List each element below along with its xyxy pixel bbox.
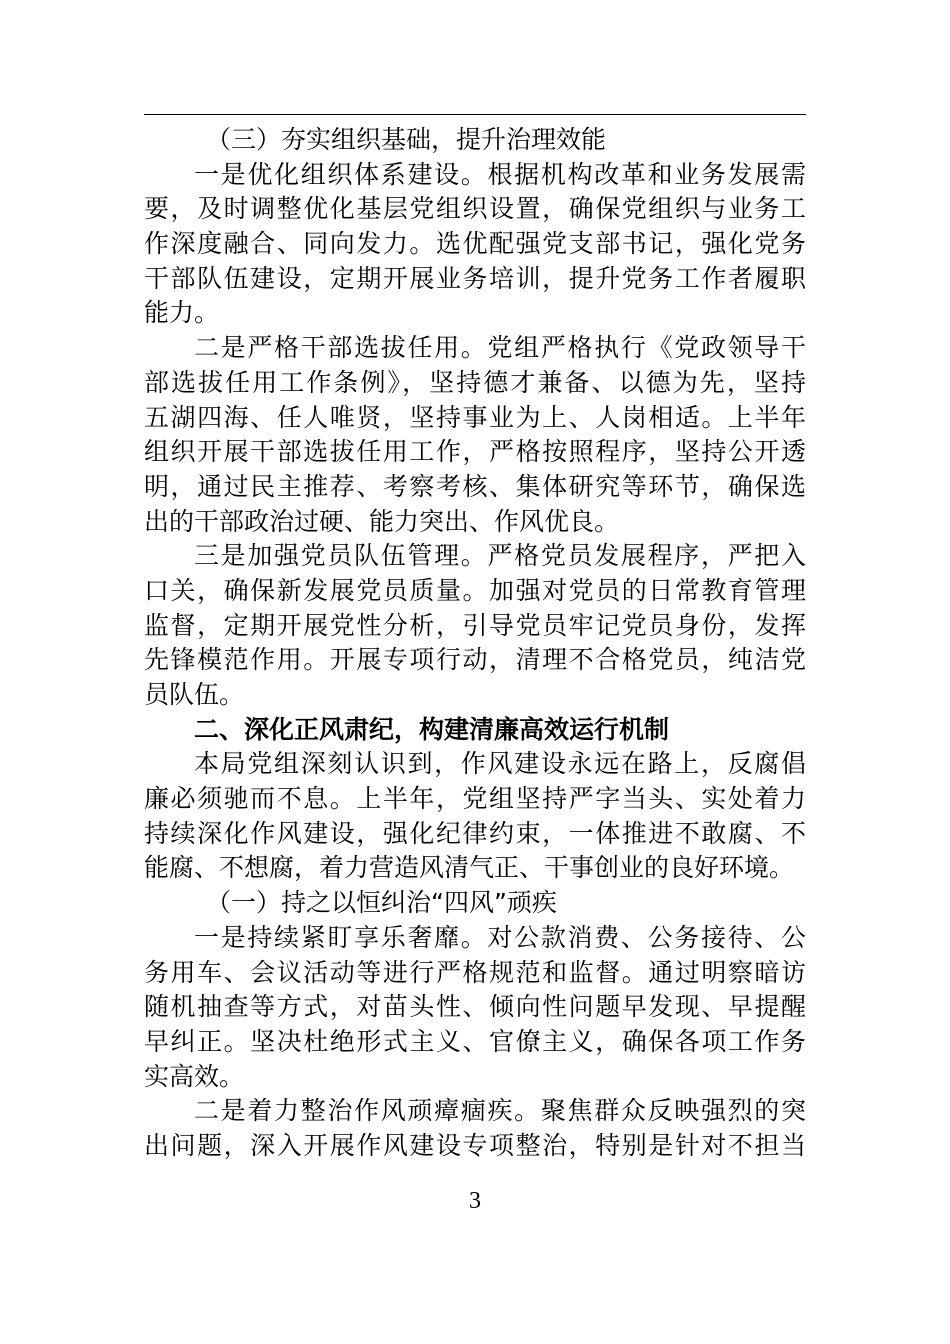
paragraph-line: 一是持续紧盯享乐奢靡。对公款消费、公务接待、公 [194,922,806,952]
subsection-heading-1: （一）持之以恒纠治“四风”顽疾 [206,888,557,918]
paragraph-line: 廉必须驰而不息。上半年，党组坚持严字当头、实处着力 [144,784,806,814]
paragraph-line: 一是优化组织体系建设。根据机构改革和业务发展需 [194,159,806,189]
section-heading-3: （三）夯实组织基础，提升治理效能 [206,125,607,154]
paragraph-line: 随机抽查等方式，对苗头性、倾向性问题早发现、早提醒 [144,992,806,1022]
page-number: 3 [469,1188,481,1214]
paragraph-line: 出问题，深入开展作风建设专项整治，特别是针对不担当 [144,1130,806,1160]
paragraph-line: 本局党组深刻认识到，作风建设永远在路上，反腐倡 [194,749,806,779]
paragraph-line: 二是严格干部选拔任用。党组严格执行《党政领导干 [194,333,806,363]
paragraph-line: 出的干部政治过硬、能力突出、作风优良。 [144,506,620,536]
paragraph-line: 明，通过民主推荐、考察考核、集体研究等环节，确保选 [144,471,806,501]
document-body [144,123,806,1164]
paragraph-line: 组织开展干部选拔任用工作，严格按照程序，坚持公开透 [144,437,806,467]
paragraph-line: 实高效。 [144,1061,245,1091]
paragraph-line: 三是加强党员队伍管理。严格党员发展程序，严把入 [194,541,806,571]
paragraph-line: 先锋模范作用。开展专项行动，清理不合格党员，纯洁党 [144,645,806,675]
paragraph-line: 部选拔任用工作条例》，坚持德才兼备、以德为先，坚持 [144,367,806,397]
paragraph-line: 要，及时调整优化基层党组织设置，确保党组织与业务工 [144,194,806,224]
paragraph-line: 早纠正。坚决杜绝形式主义、官僚主义，确保各项工作务 [144,1026,806,1056]
paragraph-line: 口关，确保新发展党员质量。加强对党员的日常教育管理 [144,575,806,605]
paragraph-line: 作深度融合、同向发力。选优配强党支部书记，强化党务 [144,229,806,259]
paragraph-line: 监督，定期开展党性分析，引导党员牢记党员身份，发挥 [144,610,806,640]
paragraph-line: 持续深化作风建设，强化纪律约束，一体推进不敢腐、不 [144,818,806,848]
paragraph-line: 能力。 [144,298,220,328]
paragraph-line: 二是着力整治作风顽瘴痼疾。聚焦群众反映强烈的突 [194,1096,806,1126]
section-heading-2: 二、深化正风肃纪，构建清廉高效运行机制 [194,714,670,744]
paragraph-line: 务用车、会议活动等进行严格规范和监督。通过明察暗访 [144,957,806,987]
header-rule [144,114,806,115]
paragraph-line: 五湖四海、任人唯贤，坚持事业为上、人岗相适。上半年 [144,402,806,432]
paragraph-line: 员队伍。 [144,680,245,709]
paragraph-line: 干部队伍建设，定期开展业务培训，提升党务工作者履职 [144,263,806,293]
paragraph-line: 能腐、不想腐，着力营造风清气正、干事创业的良好环境。 [144,853,795,883]
